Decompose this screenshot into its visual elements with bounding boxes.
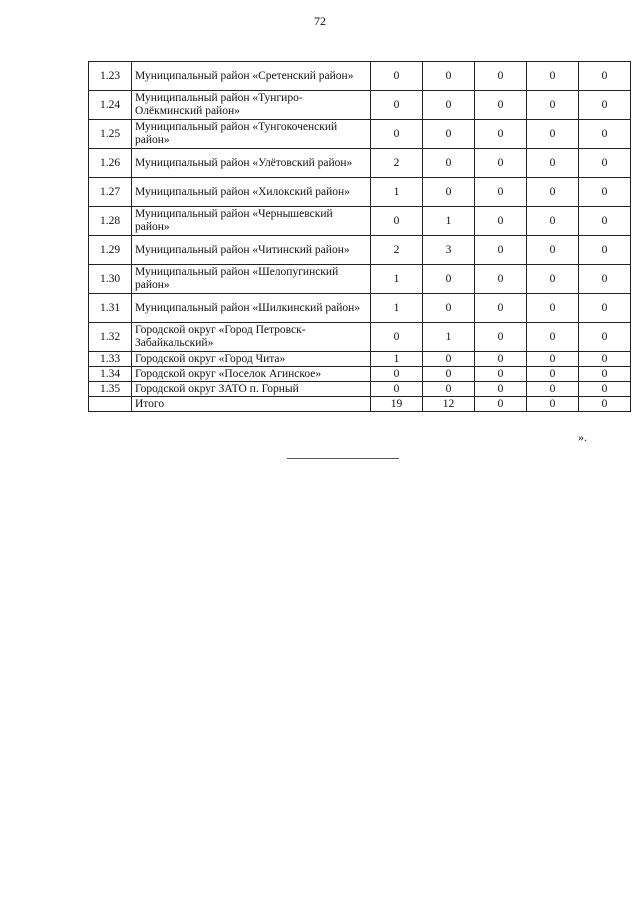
row-value: 0 [475, 178, 527, 207]
table-row [89, 367, 631, 382]
row-name: Муниципальный район «Читинский район» [132, 236, 371, 265]
closing-quote-mark: ». [578, 430, 587, 444]
row-value: 0 [423, 294, 475, 323]
row-number: 1.33 [89, 352, 132, 367]
row-value: 0 [527, 149, 579, 178]
row-value: 0 [475, 236, 527, 265]
row-value: 0 [579, 236, 631, 265]
row-value: 0 [423, 120, 475, 149]
row-value: 0 [527, 382, 579, 397]
data-table [88, 61, 631, 412]
table-row [89, 149, 631, 178]
table-row [89, 323, 631, 352]
row-value: 0 [423, 367, 475, 382]
row-value: 0 [579, 367, 631, 382]
row-value: 3 [423, 236, 475, 265]
row-value: 0 [423, 352, 475, 367]
row-name: Муниципальный район «Хилокский район» [132, 178, 371, 207]
row-value: 0 [475, 265, 527, 294]
row-name: Муниципальный район «Тунгиро-Олёкминский район» [132, 91, 371, 120]
row-number: 1.35 [89, 382, 132, 397]
row-value: 0 [423, 91, 475, 120]
row-value: 1 [371, 352, 423, 367]
row-value: 0 [579, 207, 631, 236]
total-value: 0 [527, 397, 579, 412]
row-value: 0 [527, 367, 579, 382]
row-value: 0 [371, 62, 423, 91]
total-value: 0 [475, 397, 527, 412]
row-value: 0 [475, 294, 527, 323]
row-number: 1.29 [89, 236, 132, 265]
table-row [89, 62, 631, 91]
row-value: 0 [579, 120, 631, 149]
row-value: 0 [371, 207, 423, 236]
row-value: 0 [527, 236, 579, 265]
row-number: 1.26 [89, 149, 132, 178]
row-value: 0 [579, 178, 631, 207]
row-name: Муниципальный район «Улётовский район» [132, 149, 371, 178]
row-value: 1 [423, 323, 475, 352]
row-value: 0 [475, 91, 527, 120]
row-value: 0 [475, 367, 527, 382]
row-value: 0 [579, 382, 631, 397]
table-row [89, 236, 631, 265]
row-value: 0 [423, 265, 475, 294]
row-number: 1.24 [89, 91, 132, 120]
row-number: 1.31 [89, 294, 132, 323]
table-row [89, 294, 631, 323]
row-value: 0 [579, 265, 631, 294]
row-value: 0 [371, 91, 423, 120]
end-divider-line [287, 458, 399, 459]
row-name: Городской округ «Город Петровск-Забайкальский» [132, 323, 371, 352]
page-number: 72 [314, 14, 326, 28]
table-row [89, 91, 631, 120]
row-value: 2 [371, 149, 423, 178]
total-value: 0 [579, 397, 631, 412]
row-number: 1.27 [89, 178, 132, 207]
row-value: 0 [475, 62, 527, 91]
row-value: 0 [579, 352, 631, 367]
total-value: 12 [423, 397, 475, 412]
row-value: 0 [475, 120, 527, 149]
row-name: Муниципальный район «Сретенский район» [132, 62, 371, 91]
row-value: 0 [371, 120, 423, 149]
table-row [89, 265, 631, 294]
row-name: Муниципальный район «Тунгокоченский район» [132, 120, 371, 149]
table-row [89, 352, 631, 367]
total-number [89, 397, 132, 412]
row-name: Муниципальный район «Шелопугинский район» [132, 265, 371, 294]
row-value: 0 [579, 323, 631, 352]
row-value: 0 [423, 382, 475, 397]
row-value: 0 [579, 91, 631, 120]
row-value: 0 [527, 352, 579, 367]
row-value: 0 [527, 120, 579, 149]
row-value: 0 [527, 178, 579, 207]
table-row [89, 120, 631, 149]
row-value: 1 [371, 178, 423, 207]
row-number: 1.23 [89, 62, 132, 91]
row-value: 0 [475, 207, 527, 236]
row-value: 0 [371, 323, 423, 352]
row-value: 0 [423, 178, 475, 207]
row-value: 0 [579, 62, 631, 91]
row-value: 0 [527, 91, 579, 120]
row-name: Муниципальный район «Чернышевский район» [132, 207, 371, 236]
total-value: 19 [371, 397, 423, 412]
row-name: Городской округ ЗАТО п. Горный [132, 382, 371, 397]
row-value: 0 [527, 265, 579, 294]
row-value: 1 [371, 265, 423, 294]
total-label: Итого [132, 397, 371, 412]
row-value: 0 [475, 352, 527, 367]
row-number: 1.30 [89, 265, 132, 294]
row-value: 0 [527, 294, 579, 323]
row-value: 2 [371, 236, 423, 265]
table-row [89, 178, 631, 207]
row-value: 0 [423, 62, 475, 91]
table-row [89, 382, 631, 397]
row-value: 1 [371, 294, 423, 323]
row-name: Муниципальный район «Шилкинский район» [132, 294, 371, 323]
row-number: 1.25 [89, 120, 132, 149]
row-value: 0 [527, 62, 579, 91]
row-value: 0 [527, 323, 579, 352]
row-value: 0 [475, 382, 527, 397]
row-value: 0 [579, 149, 631, 178]
row-name: Городской округ «Поселок Агинское» [132, 367, 371, 382]
row-value: 0 [371, 367, 423, 382]
row-value: 0 [475, 323, 527, 352]
row-number: 1.34 [89, 367, 132, 382]
row-value: 0 [579, 294, 631, 323]
row-number: 1.32 [89, 323, 132, 352]
row-number: 1.28 [89, 207, 132, 236]
row-name: Городской округ «Город Чита» [132, 352, 371, 367]
table-row [89, 207, 631, 236]
row-value: 1 [423, 207, 475, 236]
row-value: 0 [527, 207, 579, 236]
row-value: 0 [371, 382, 423, 397]
row-value: 0 [423, 149, 475, 178]
total-row [89, 397, 631, 412]
row-value: 0 [475, 149, 527, 178]
